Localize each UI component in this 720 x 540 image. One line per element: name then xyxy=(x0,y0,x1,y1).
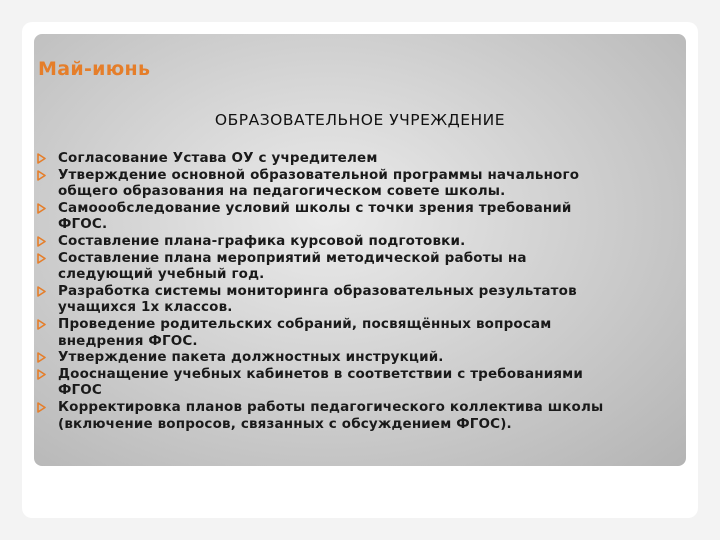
list-item xyxy=(36,399,688,432)
list-item xyxy=(36,349,688,366)
triangle-right-icon xyxy=(36,352,47,363)
triangle-right-icon xyxy=(36,236,47,247)
list-item xyxy=(36,150,688,167)
triangle-right-icon xyxy=(36,369,47,380)
triangle-right-icon xyxy=(36,170,47,181)
list-item-text: Утверждение основной образовательной программы начального общего образования на педагогическом совете школы. xyxy=(58,166,580,200)
list-item-text: Корректировка планов работы педагогического коллектива школы (включение вопросов, связанных с обсуждением ФГОС). xyxy=(58,398,604,432)
list-item-text: Составление плана-графика курсовой подготовки. xyxy=(58,232,466,249)
list-item xyxy=(36,316,688,349)
slide-title: Май-июнь xyxy=(38,58,151,80)
triangle-right-icon xyxy=(36,286,47,297)
triangle-right-icon xyxy=(36,253,47,264)
section-heading: ОБРАЗОВАТЕЛЬНОЕ УЧРЕЖДЕНИЕ xyxy=(214,111,506,129)
list-item xyxy=(36,200,688,233)
triangle-right-icon xyxy=(36,402,47,413)
list-item-text: Разработка системы мониторинга образовательных результатов учащихся 1х классов. xyxy=(58,282,577,316)
list-item-text: Дооснащение учебных кабинетов в соответствии с требованиями ФГОС xyxy=(58,365,583,399)
triangle-right-icon xyxy=(36,203,47,214)
list-item xyxy=(36,366,688,399)
list-item-text: Согласование Устава ОУ с учредителем xyxy=(58,150,378,166)
list-item-text: Самоообследование условий школы с точки зрения требований ФГОС. xyxy=(58,199,572,233)
list-item xyxy=(36,233,688,250)
list-item-text: Проведение родительских собраний, посвящённых вопросам внедрения ФГОС. xyxy=(58,315,552,349)
list-item xyxy=(36,283,688,316)
list-item-text: Утверждение пакета должностных инструкций. xyxy=(58,349,444,366)
triangle-right-icon xyxy=(36,319,47,330)
triangle-right-icon xyxy=(36,153,47,164)
bullet-list xyxy=(36,150,688,432)
list-item-text: Составление плана мероприятий методической работы на следующий учебный год. xyxy=(58,249,527,283)
list-item xyxy=(36,167,688,200)
list-item xyxy=(36,250,688,283)
